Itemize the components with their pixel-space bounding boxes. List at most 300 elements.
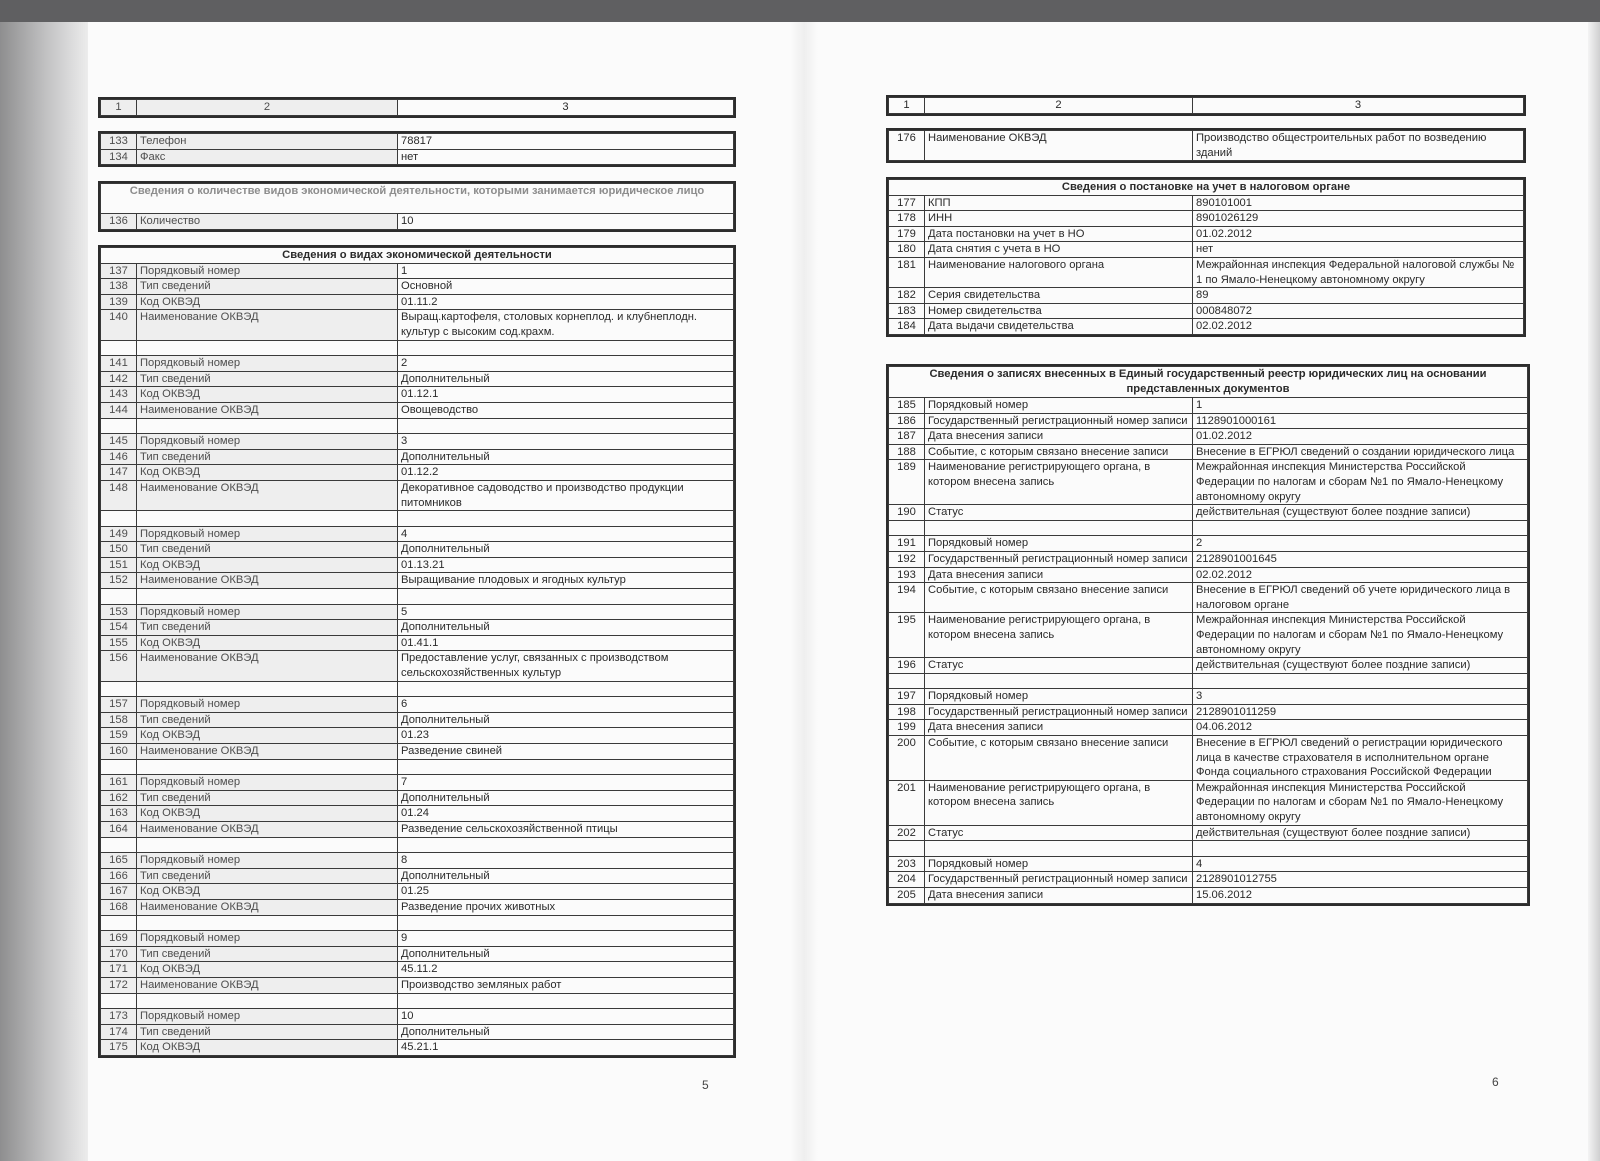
- activities-rows: [101, 263, 734, 1055]
- row-number: 178: [889, 211, 925, 227]
- row-number: 184: [889, 319, 925, 335]
- table-row: [889, 583, 1528, 613]
- table-row: [101, 962, 734, 978]
- field-label: Наименование ОКВЭД: [137, 977, 398, 993]
- table-row: [889, 567, 1528, 583]
- activity-count-table: [100, 183, 734, 230]
- field-label: Дата внесения записи: [925, 429, 1193, 445]
- contacts-block: [98, 131, 736, 167]
- spacer-cell: [137, 681, 398, 697]
- spacer-cell: [101, 759, 137, 775]
- field-label: Код ОКВЭД: [137, 557, 398, 573]
- spacer-cell: [398, 511, 734, 527]
- field-value: Межрайонная инспекция Министерства Российской Федерации по налогам и сборам №1 по Ямало-Ненецкому автономному округу: [1193, 613, 1528, 658]
- tax-registration-section: [886, 177, 1526, 337]
- field-label: Порядковый номер: [925, 856, 1193, 872]
- spacer-row: [889, 841, 1528, 857]
- table-row: [101, 946, 734, 962]
- table-row: [889, 226, 1524, 242]
- row-number: 140: [101, 310, 137, 340]
- row-number: 138: [101, 279, 137, 295]
- spacer-row: [889, 673, 1528, 689]
- table-row: [889, 613, 1528, 658]
- row-number: 176: [889, 131, 925, 161]
- section-title: Сведения о видах экономической деятельности: [101, 248, 734, 264]
- field-label: Тип сведений: [137, 449, 398, 465]
- field-label: Государственный регистрационный номер записи: [925, 413, 1193, 429]
- spacer-cell: [925, 673, 1193, 689]
- field-value: 01.02.2012: [1193, 429, 1528, 445]
- field-value: 4: [1193, 856, 1528, 872]
- spacer-cell: [398, 418, 734, 434]
- row-number: 172: [101, 977, 137, 993]
- spacer-cell: [137, 340, 398, 356]
- row-number: 149: [101, 526, 137, 542]
- field-value: нет: [398, 149, 734, 165]
- table-row: [101, 573, 734, 589]
- table-row: [101, 279, 734, 295]
- table-row: [889, 211, 1524, 227]
- spacer-cell: [137, 837, 398, 853]
- table-row: [889, 444, 1528, 460]
- okved-continuation-block: [886, 128, 1526, 163]
- spacer-row: [101, 511, 734, 527]
- table-row: [101, 356, 734, 372]
- field-value: 1: [1193, 398, 1528, 414]
- field-value: 8901026129: [1193, 211, 1524, 227]
- spacer-cell: [925, 841, 1193, 857]
- row-number: 153: [101, 604, 137, 620]
- field-label: Наименование налогового органа: [925, 257, 1193, 287]
- table-row: [889, 195, 1524, 211]
- field-label: Порядковый номер: [137, 1009, 398, 1025]
- field-label: Номер свидетельства: [925, 303, 1193, 319]
- table-row: [101, 557, 734, 573]
- field-value: 10: [398, 214, 734, 230]
- field-label: Наименование ОКВЭД: [137, 480, 398, 510]
- table-row: [889, 825, 1528, 841]
- contacts-table: [100, 133, 734, 165]
- field-value: 02.02.2012: [1193, 319, 1524, 335]
- spacer-cell: [101, 511, 137, 527]
- spacer-cell: [398, 759, 734, 775]
- field-value: 01.02.2012: [1193, 226, 1524, 242]
- field-label: Дата внесения записи: [925, 567, 1193, 583]
- field-label: Код ОКВЭД: [137, 294, 398, 310]
- field-label: Код ОКВЭД: [137, 387, 398, 403]
- field-value: 01.24: [398, 806, 734, 822]
- field-label: Тип сведений: [137, 279, 398, 295]
- field-value: Выращивание плодовых и ягодных культур: [398, 573, 734, 589]
- field-value: действительная (существуют более поздние записи): [1193, 825, 1528, 841]
- row-number: 179: [889, 226, 925, 242]
- field-label: Порядковый номер: [137, 931, 398, 947]
- field-label: Код ОКВЭД: [137, 962, 398, 978]
- row-number: 145: [101, 434, 137, 450]
- row-number: 183: [889, 303, 925, 319]
- field-value: 01.41.1: [398, 635, 734, 651]
- spacer-row: [889, 520, 1528, 536]
- table-row: [101, 1040, 734, 1056]
- field-value: Дополнительный: [398, 790, 734, 806]
- table-row: [101, 620, 734, 636]
- scanner-left-shadow: [0, 22, 88, 1161]
- spacer-cell: [101, 340, 137, 356]
- spacer-cell: [137, 993, 398, 1009]
- section-title-row: [889, 367, 1528, 398]
- table-row: [101, 310, 734, 340]
- column-number: 2: [137, 100, 398, 116]
- field-value: 2128901012755: [1193, 872, 1528, 888]
- field-label: ИНН: [925, 211, 1193, 227]
- spacer-cell: [889, 520, 925, 536]
- table-row: [889, 536, 1528, 552]
- table-row: [101, 402, 734, 418]
- field-value: Межрайонная инспекция Министерства Российской Федерации по налогам и сборам №1 по Ямало-Ненецкому автономному округу: [1193, 780, 1528, 825]
- row-number: 203: [889, 856, 925, 872]
- field-value: 5: [398, 604, 734, 620]
- table-row: [101, 651, 734, 681]
- activity-count-rows: [101, 214, 734, 230]
- field-label: Количество: [137, 214, 398, 230]
- row-number: 136: [101, 214, 137, 230]
- section-title: Сведения о записях внесенных в Единый государственный реестр юридических лиц на основании представленных документов: [889, 367, 1528, 398]
- row-number: 199: [889, 720, 925, 736]
- row-number: 171: [101, 962, 137, 978]
- row-number: 204: [889, 872, 925, 888]
- contacts-rows: [101, 134, 734, 165]
- field-label: Дата внесения записи: [925, 720, 1193, 736]
- field-label: Тип сведений: [137, 620, 398, 636]
- row-number: 191: [889, 536, 925, 552]
- table-row: [101, 931, 734, 947]
- field-value: 2: [398, 356, 734, 372]
- table-row: [101, 806, 734, 822]
- field-value: Дополнительный: [398, 946, 734, 962]
- row-number: 174: [101, 1024, 137, 1040]
- table-row: [101, 775, 734, 791]
- field-label: Наименование ОКВЭД: [137, 402, 398, 418]
- row-number: 133: [101, 134, 137, 150]
- field-label: Тип сведений: [137, 371, 398, 387]
- egrul-records-section: [886, 364, 1530, 906]
- table-row: [101, 821, 734, 837]
- table-row: [889, 736, 1528, 781]
- row-number: 137: [101, 263, 137, 279]
- field-label: Тип сведений: [137, 542, 398, 558]
- row-number: 141: [101, 356, 137, 372]
- row-number: 194: [889, 583, 925, 613]
- activities-section: [98, 245, 736, 1058]
- spacer-cell: [137, 759, 398, 775]
- table-row: [101, 853, 734, 869]
- field-label: Тип сведений: [137, 946, 398, 962]
- field-label: Статус: [925, 658, 1193, 674]
- table-row: [101, 387, 734, 403]
- table-row: [889, 505, 1528, 521]
- table-row: [101, 884, 734, 900]
- row-number: 177: [889, 195, 925, 211]
- row-number: 150: [101, 542, 137, 558]
- field-value: 89: [1193, 288, 1524, 304]
- row-number: 158: [101, 712, 137, 728]
- table-row: [101, 134, 734, 150]
- row-number: 201: [889, 780, 925, 825]
- field-label: Порядковый номер: [925, 398, 1193, 414]
- field-value: Дополнительный: [398, 712, 734, 728]
- spacer-row: [101, 915, 734, 931]
- okved-continuation-table: [888, 130, 1524, 161]
- column-number-row: [101, 100, 734, 116]
- field-label: Событие, с которым связано внесение записи: [925, 583, 1193, 613]
- spacer-cell: [101, 681, 137, 697]
- egrul-records-rows: [889, 398, 1528, 904]
- table-row: [889, 872, 1528, 888]
- table-row: [889, 319, 1524, 335]
- field-value: Дополнительный: [398, 371, 734, 387]
- field-value: 4: [398, 526, 734, 542]
- row-number: 152: [101, 573, 137, 589]
- table-row: [889, 780, 1528, 825]
- table-row: [101, 790, 734, 806]
- spacer-cell: [137, 915, 398, 931]
- row-number: 143: [101, 387, 137, 403]
- row-number: 202: [889, 825, 925, 841]
- row-number: 134: [101, 149, 137, 165]
- table-row: [101, 977, 734, 993]
- row-number: 165: [101, 853, 137, 869]
- spacer-cell: [1193, 673, 1528, 689]
- field-label: Порядковый номер: [137, 697, 398, 713]
- table-row: [101, 744, 734, 760]
- table-row: [101, 434, 734, 450]
- table-row: [889, 856, 1528, 872]
- row-number: 164: [101, 821, 137, 837]
- field-value: Внесение в ЕГРЮЛ сведений о регистрации юридического лица в качестве страхователя в исполнительном органе Фонда социального страхования Российской Федерации: [1193, 736, 1528, 781]
- row-number: 198: [889, 704, 925, 720]
- field-value: 2: [1193, 536, 1528, 552]
- spacer-cell: [398, 837, 734, 853]
- row-number: 173: [101, 1009, 137, 1025]
- row-number: 147: [101, 465, 137, 481]
- left-column-header: [98, 97, 736, 118]
- row-number: 200: [889, 736, 925, 781]
- spacer-row: [101, 589, 734, 605]
- egrul-records-table: [888, 366, 1528, 904]
- field-label: Код ОКВЭД: [137, 635, 398, 651]
- field-value: Дополнительный: [398, 868, 734, 884]
- section-title: Сведения о постановке на учет в налоговом органе: [889, 180, 1524, 196]
- section-title-row: [889, 180, 1524, 196]
- row-number: 160: [101, 744, 137, 760]
- field-value: 2128901001645: [1193, 551, 1528, 567]
- page-number: 5: [702, 1078, 709, 1092]
- row-number: 151: [101, 557, 137, 573]
- field-value: 01.25: [398, 884, 734, 900]
- spacer-cell: [101, 418, 137, 434]
- field-value: 01.11.2: [398, 294, 734, 310]
- spacer-cell: [398, 915, 734, 931]
- row-number: 163: [101, 806, 137, 822]
- left-header-table: [100, 99, 734, 116]
- field-label: Порядковый номер: [137, 263, 398, 279]
- table-row: [101, 263, 734, 279]
- row-number: 162: [101, 790, 137, 806]
- row-number: 195: [889, 613, 925, 658]
- spacer-row: [101, 418, 734, 434]
- table-row: [889, 398, 1528, 414]
- field-label: Порядковый номер: [137, 356, 398, 372]
- tax-registration-rows: [889, 195, 1524, 334]
- field-label: Событие, с которым связано внесение записи: [925, 444, 1193, 460]
- table-row: [101, 371, 734, 387]
- field-label: Дата снятия с учета в НО: [925, 242, 1193, 258]
- field-label: Дата внесения записи: [925, 888, 1193, 904]
- field-value: 01.23: [398, 728, 734, 744]
- field-label: Код ОКВЭД: [137, 728, 398, 744]
- field-value: 1: [398, 263, 734, 279]
- row-number: 189: [889, 460, 925, 505]
- column-number: 3: [398, 100, 734, 116]
- row-number: 186: [889, 413, 925, 429]
- row-number: 155: [101, 635, 137, 651]
- table-row: [101, 465, 734, 481]
- field-value: Овощеводство: [398, 402, 734, 418]
- table-row: [101, 149, 734, 165]
- row-number: 139: [101, 294, 137, 310]
- field-label: Статус: [925, 825, 1193, 841]
- spacer-cell: [1193, 520, 1528, 536]
- book-gutter: [790, 22, 818, 1161]
- table-row: [101, 480, 734, 510]
- spacer-cell: [889, 841, 925, 857]
- field-value: 45.21.1: [398, 1040, 734, 1056]
- row-number: 168: [101, 899, 137, 915]
- spacer-cell: [1193, 841, 1528, 857]
- row-number: 175: [101, 1040, 137, 1056]
- table-row: [101, 526, 734, 542]
- field-value: 10: [398, 1009, 734, 1025]
- field-label: Наименование ОКВЭД: [137, 744, 398, 760]
- row-number: 142: [101, 371, 137, 387]
- table-row: [889, 551, 1528, 567]
- field-label: Порядковый номер: [137, 604, 398, 620]
- column-number: 2: [925, 98, 1193, 114]
- field-label: Наименование ОКВЭД: [925, 131, 1193, 161]
- spacer-cell: [101, 837, 137, 853]
- field-value: 7: [398, 775, 734, 791]
- row-number: 154: [101, 620, 137, 636]
- field-label: Порядковый номер: [137, 853, 398, 869]
- field-label: Дата выдачи свидетельства: [925, 319, 1193, 335]
- field-value: 3: [1193, 689, 1528, 705]
- field-value: 000848072: [1193, 303, 1524, 319]
- field-label: Код ОКВЭД: [137, 806, 398, 822]
- table-row: [889, 460, 1528, 505]
- field-value: 01.13.21: [398, 557, 734, 573]
- row-number: 157: [101, 697, 137, 713]
- field-label: Государственный регистрационный номер записи: [925, 872, 1193, 888]
- row-number: 169: [101, 931, 137, 947]
- table-row: [101, 604, 734, 620]
- spacer-row: [101, 340, 734, 356]
- table-row: [101, 449, 734, 465]
- table-row: [889, 658, 1528, 674]
- row-number: 181: [889, 257, 925, 287]
- table-row: [101, 868, 734, 884]
- field-value: Разведение свиней: [398, 744, 734, 760]
- row-number: 146: [101, 449, 137, 465]
- field-value: Дополнительный: [398, 449, 734, 465]
- field-label: Тип сведений: [137, 712, 398, 728]
- spacer-cell: [137, 511, 398, 527]
- field-label: Государственный регистрационный номер записи: [925, 551, 1193, 567]
- field-label: Наименование регистрирующего органа, в котором внесена запись: [925, 460, 1193, 505]
- field-value: Декоративное садоводство и производство продукции питомников: [398, 480, 734, 510]
- field-value: 3: [398, 434, 734, 450]
- field-label: Код ОКВЭД: [137, 1040, 398, 1056]
- spacer-cell: [925, 520, 1193, 536]
- spacer-cell: [101, 589, 137, 605]
- table-row: [101, 728, 734, 744]
- table-row: [101, 294, 734, 310]
- field-value: Дополнительный: [398, 542, 734, 558]
- okved-continuation-rows: [889, 131, 1524, 161]
- row-number: 156: [101, 651, 137, 681]
- field-label: Наименование ОКВЭД: [137, 899, 398, 915]
- table-row: [889, 704, 1528, 720]
- column-number: 3: [1193, 98, 1524, 114]
- field-label: Серия свидетельства: [925, 288, 1193, 304]
- field-value: 6: [398, 697, 734, 713]
- row-number: 159: [101, 728, 137, 744]
- section-title-row: [101, 248, 734, 264]
- table-row: [101, 1009, 734, 1025]
- field-value: 9: [398, 931, 734, 947]
- section-title-row: [101, 184, 734, 214]
- table-row: [101, 712, 734, 728]
- field-value: 890101001: [1193, 195, 1524, 211]
- field-value: 15.06.2012: [1193, 888, 1528, 904]
- field-label: Тип сведений: [137, 790, 398, 806]
- field-value: нет: [1193, 242, 1524, 258]
- table-row: [101, 214, 734, 230]
- activity-count-section: [98, 181, 736, 232]
- row-number: 197: [889, 689, 925, 705]
- spacer-cell: [398, 340, 734, 356]
- field-label: Наименование ОКВЭД: [137, 573, 398, 589]
- row-number: 180: [889, 242, 925, 258]
- column-number-row: [889, 98, 1524, 114]
- table-row: [889, 288, 1524, 304]
- field-value: действительная (существуют более поздние записи): [1193, 658, 1528, 674]
- spacer-cell: [137, 589, 398, 605]
- activities-table: [100, 247, 734, 1056]
- field-value: Внесение в ЕГРЮЛ сведений об учете юридического лица в налоговом органе: [1193, 583, 1528, 613]
- field-value: 04.06.2012: [1193, 720, 1528, 736]
- row-number: 192: [889, 551, 925, 567]
- scanner-right-edge: [1588, 22, 1600, 1161]
- column-number: 1: [889, 98, 925, 114]
- spacer-cell: [101, 993, 137, 1009]
- row-number: 144: [101, 402, 137, 418]
- field-value: действительная (существуют более поздние записи): [1193, 505, 1528, 521]
- field-value: Внесение в ЕГРЮЛ сведений о создании юридического лица: [1193, 444, 1528, 460]
- field-label: Государственный регистрационный номер записи: [925, 704, 1193, 720]
- spacer-row: [101, 837, 734, 853]
- table-row: [889, 413, 1528, 429]
- field-label: Наименование ОКВЭД: [137, 651, 398, 681]
